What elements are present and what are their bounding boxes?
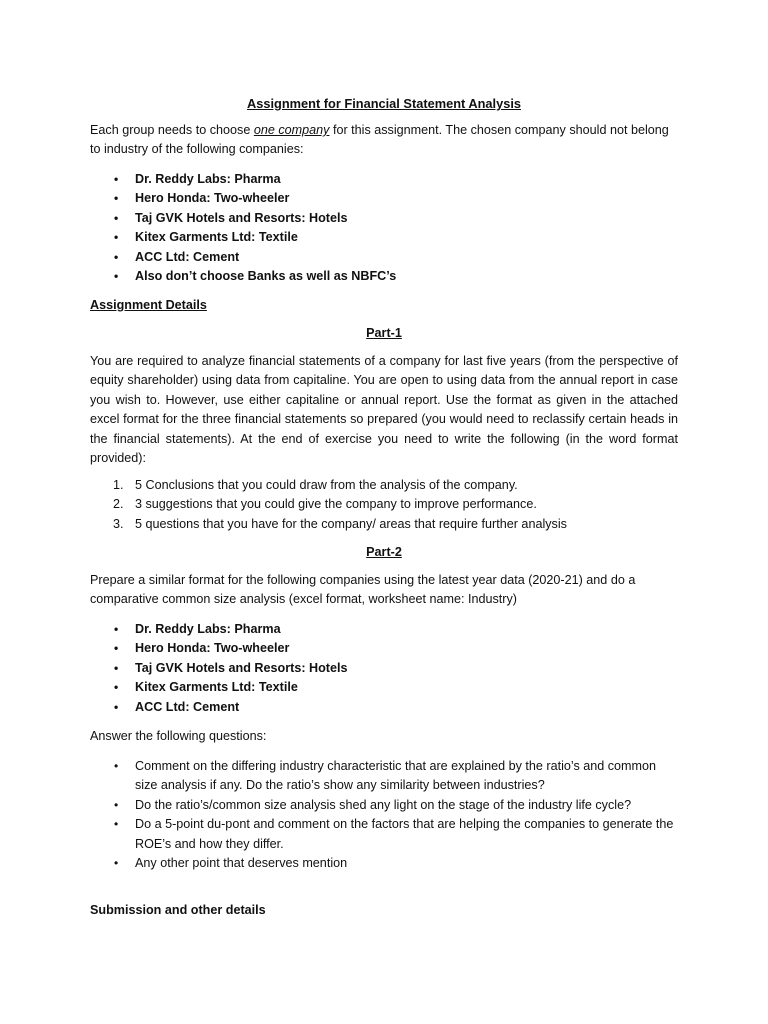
list-item	[0, 659, 680, 678]
bullet-marker: •	[114, 269, 119, 284]
list-item-text: Dr. Reddy Labs: Pharma	[135, 172, 281, 186]
bullet-marker: •	[114, 622, 119, 636]
intro-emphasis: one company	[253, 123, 330, 137]
list-number: 2.	[113, 497, 124, 512]
bullet-marker: •	[114, 699, 119, 714]
bullet-marker: •	[114, 230, 119, 245]
part2-companies-list	[0, 620, 680, 717]
list-item	[0, 476, 680, 495]
list-item-text: 3 suggestions that you could give the company to improve performance.	[135, 497, 537, 512]
list-item-text: Do a 5-point du-pont and comment on the factors that are helping the companies to generate the ROE’s and how they differ.	[135, 817, 674, 851]
list-item-text: Hero Honda: Two-wheeler	[135, 641, 290, 656]
list-item	[0, 678, 680, 697]
bullet-marker: •	[114, 660, 119, 675]
list-number: 1.	[113, 478, 124, 492]
submission-heading: Submission and other details	[90, 903, 266, 917]
bullet-marker: •	[114, 210, 119, 225]
list-item-text: Hero Honda: Two-wheeler	[135, 191, 290, 206]
part1-body: You are required to analyze financial statements of a company for last five years (from the perspective of equity shareholder) using data from capitaline. You are open to using data from the annual report in case you wish to. However, use either capitaline or annual report. Use the format as given in the attached excel format for the three financial statements so prepared (you would need to reclassify certain heads in the financial statements). At the end of exercise you need to write the following (in the word format provided):	[90, 354, 678, 466]
list-item-text: Taj GVK Hotels and Resorts: Hotels	[135, 660, 348, 675]
list-item-text: 5 questions that you have for the company/ areas that require further analysis	[135, 516, 567, 531]
list-item	[0, 620, 680, 639]
questions-intro: Answer the following questions:	[90, 729, 267, 743]
list-item	[0, 248, 680, 267]
list-item	[0, 228, 680, 247]
bullet-marker: •	[114, 249, 119, 264]
part1-heading: Part-1	[366, 326, 402, 340]
list-item-text: Dr. Reddy Labs: Pharma	[135, 622, 281, 636]
list-item	[0, 189, 680, 208]
list-item-text: Kitex Garments Ltd: Textile	[135, 680, 298, 695]
list-number: 3.	[113, 516, 124, 531]
intro-text-after: for this assignment. The chosen company should not belong to industry of the following companies:	[90, 123, 669, 157]
list-item-text: ACC Ltd: Cement	[135, 699, 240, 714]
list-item	[0, 515, 680, 534]
list-item-text: ACC Ltd: Cement	[135, 249, 240, 264]
list-item-text: Comment on the differing industry characteristic that are explained by the ratio’s and common size analysis if any. Do the ratio’s show any similarity between industries?	[135, 759, 657, 793]
list-item	[0, 267, 680, 286]
list-item	[0, 698, 680, 717]
list-item	[0, 639, 680, 658]
list-item	[0, 495, 680, 514]
list-item	[0, 796, 675, 815]
bullet-marker: •	[114, 191, 119, 206]
list-item	[0, 209, 680, 228]
intro-text-before: Each group needs to choose	[90, 123, 254, 137]
bullet-marker: •	[114, 797, 119, 812]
list-item-text: Kitex Garments Ltd: Textile	[135, 230, 298, 245]
list-item-text: 5 Conclusions that you could draw from the analysis of the company.	[135, 478, 518, 492]
bullet-marker: •	[114, 817, 119, 832]
list-item	[0, 170, 680, 189]
bullet-marker: •	[114, 856, 119, 871]
list-item-text: Do the ratio’s/common size analysis shed any light on the stage of the industry life cycle?	[135, 797, 632, 812]
bullet-marker: •	[114, 680, 119, 695]
list-item	[0, 757, 675, 796]
document-title: Assignment for Financial Statement Analysis	[246, 96, 521, 111]
assignment-details-heading: Assignment Details	[90, 298, 207, 312]
bullet-marker: •	[114, 641, 119, 656]
intro-paragraph	[90, 121, 678, 160]
list-item	[0, 815, 675, 854]
part1-deliverables-list	[0, 476, 680, 534]
part2-body: Prepare a similar format for the following companies using the latest year data (2020-21) and do a comparative common size analysis (excel format, worksheet name: Industry)	[90, 573, 636, 607]
excluded-companies-list	[0, 170, 680, 286]
list-item-text: Also don’t choose Banks as well as NBFC’s	[135, 269, 397, 284]
questions-list	[0, 757, 680, 873]
bullet-marker: •	[114, 172, 119, 186]
bullet-marker: •	[114, 759, 119, 773]
list-item	[0, 854, 675, 873]
list-item-text: Taj GVK Hotels and Resorts: Hotels	[135, 210, 348, 225]
list-item-text: Any other point that deserves mention	[135, 856, 348, 871]
part2-heading: Part-2	[366, 545, 402, 559]
